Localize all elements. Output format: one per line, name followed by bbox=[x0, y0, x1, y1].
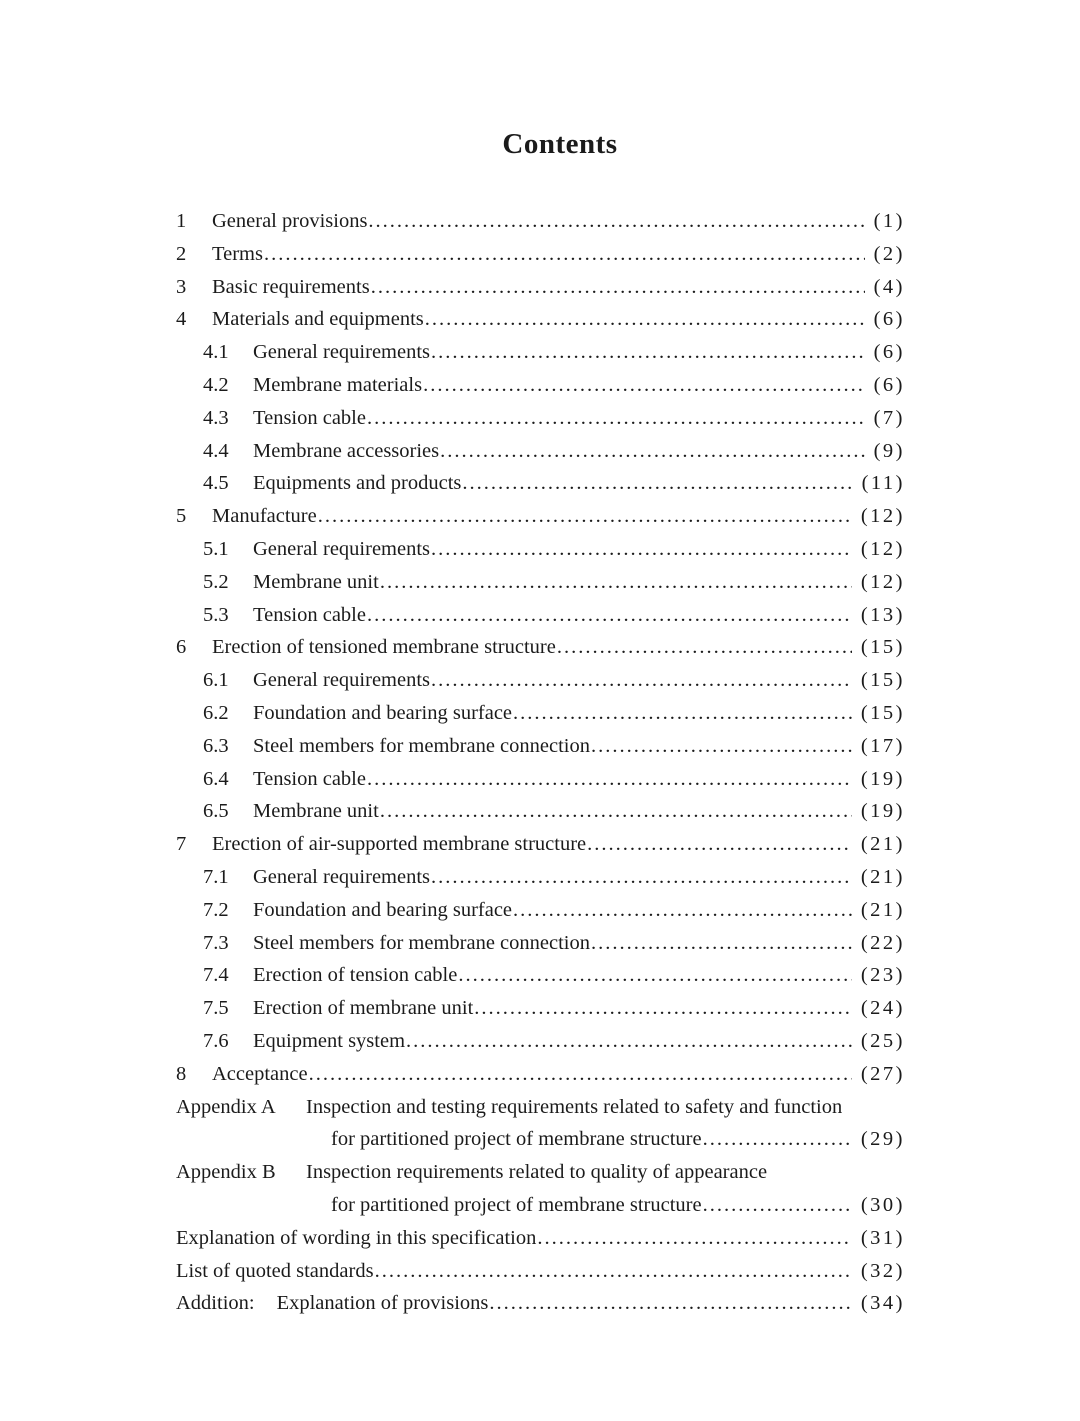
item-number: 4.1 bbox=[203, 341, 229, 364]
dot-leader bbox=[375, 1255, 852, 1288]
toc-row bbox=[176, 795, 905, 828]
item-number: 7 bbox=[176, 833, 187, 856]
dot-leader bbox=[591, 927, 852, 960]
dot-leader bbox=[458, 959, 851, 992]
item-number: 5 bbox=[176, 505, 187, 528]
toc-row bbox=[176, 271, 905, 304]
item-label: Membrane materials bbox=[253, 373, 423, 396]
item-label: Steel members for membrane connection bbox=[253, 931, 590, 954]
toc-row bbox=[176, 336, 905, 369]
page-number: (27) bbox=[860, 1062, 905, 1085]
page-number: (9) bbox=[873, 439, 905, 462]
item-label: Manufacture bbox=[212, 505, 317, 528]
item-label: Foundation and bearing surface bbox=[253, 701, 513, 724]
toc-row-appendix bbox=[176, 1091, 905, 1124]
page-title: Contents bbox=[502, 128, 618, 160]
item-label: Foundation and bearing surface bbox=[253, 898, 513, 921]
item-prefix: Addition: bbox=[176, 1292, 255, 1315]
dot-leader bbox=[431, 861, 852, 894]
item-label: Equipments and products bbox=[253, 472, 462, 495]
item-number: 2 bbox=[176, 242, 187, 265]
toc-row bbox=[176, 500, 905, 533]
toc-row bbox=[176, 303, 905, 336]
item-label: Acceptance bbox=[212, 1062, 308, 1085]
item-number: 7.3 bbox=[203, 931, 229, 954]
dot-leader bbox=[431, 533, 852, 566]
page-number: (17) bbox=[860, 734, 905, 757]
page-number: (1) bbox=[873, 210, 905, 232]
page-number: (19) bbox=[860, 767, 905, 790]
item-number: 7.2 bbox=[203, 898, 229, 921]
item-number: 6 bbox=[176, 636, 187, 659]
dot-leader bbox=[591, 730, 852, 763]
item-label: List of quoted standards bbox=[176, 1259, 374, 1282]
item-number: 5.1 bbox=[203, 537, 229, 560]
dot-leader bbox=[513, 697, 852, 730]
toc-row bbox=[176, 435, 905, 468]
page-number: (15) bbox=[860, 636, 905, 659]
item-label: Tension cable bbox=[253, 767, 366, 790]
toc-row bbox=[176, 402, 905, 435]
page-number: (21) bbox=[860, 898, 905, 921]
dot-leader bbox=[264, 238, 865, 271]
page-number: (12) bbox=[860, 537, 905, 560]
item-number: 5.3 bbox=[203, 603, 229, 626]
dot-leader bbox=[489, 1287, 851, 1320]
page-number: (15) bbox=[860, 669, 905, 692]
toc-row bbox=[176, 730, 905, 763]
item-label: Erection of tension cable bbox=[253, 964, 458, 987]
dot-leader bbox=[367, 402, 865, 435]
item-label: Erection of air-supported membrane structure bbox=[212, 833, 587, 856]
dot-leader bbox=[431, 336, 865, 369]
toc-row bbox=[176, 927, 905, 960]
page-number: (24) bbox=[860, 997, 905, 1020]
item-label: Materials and equipments bbox=[212, 308, 424, 331]
toc-list bbox=[176, 205, 905, 1320]
page-number: (2) bbox=[873, 242, 905, 265]
item-label: Membrane accessories bbox=[253, 439, 440, 462]
item-number: 6.1 bbox=[203, 669, 229, 692]
page-number: (19) bbox=[860, 800, 905, 823]
toc-row bbox=[176, 992, 905, 1025]
toc-row bbox=[176, 763, 905, 796]
item-number: 7.6 bbox=[203, 1029, 229, 1052]
page-number: (21) bbox=[860, 833, 905, 856]
toc-row bbox=[176, 1287, 905, 1320]
page-number: (12) bbox=[860, 505, 905, 528]
page-number: (6) bbox=[873, 341, 905, 364]
item-label: Tension cable bbox=[253, 603, 366, 626]
item-label: Erection of membrane unit bbox=[253, 997, 474, 1020]
appendix-prefix: Appendix B bbox=[176, 1161, 276, 1184]
item-label: General requirements bbox=[253, 669, 431, 692]
item-number: 5.2 bbox=[203, 570, 229, 593]
page-number: (7) bbox=[873, 406, 905, 429]
page-number: (30) bbox=[860, 1193, 905, 1216]
page-number: (6) bbox=[873, 308, 905, 331]
dot-leader bbox=[368, 205, 864, 238]
dot-leader bbox=[423, 369, 865, 402]
dot-leader bbox=[406, 1025, 852, 1058]
toc-row bbox=[176, 664, 905, 697]
item-label: Membrane unit bbox=[253, 800, 379, 823]
item-label: General provisions bbox=[212, 210, 368, 232]
toc-row bbox=[176, 533, 905, 566]
item-label: Tension cable bbox=[253, 406, 366, 429]
toc-row bbox=[176, 828, 905, 861]
page-number: (12) bbox=[860, 570, 905, 593]
toc-row bbox=[176, 959, 905, 992]
item-label: Explanation of provisions bbox=[276, 1292, 489, 1315]
item-label: Steel members for membrane connection bbox=[253, 734, 590, 757]
item-number: 8 bbox=[176, 1062, 187, 1085]
dot-leader bbox=[703, 1189, 852, 1222]
appendix-prefix: Appendix A bbox=[176, 1095, 276, 1118]
dot-leader bbox=[431, 664, 852, 697]
page-number: (15) bbox=[860, 701, 905, 724]
item-number: 4.2 bbox=[203, 373, 229, 396]
item-label: Basic requirements bbox=[212, 275, 370, 298]
item-number: 4 bbox=[176, 308, 187, 331]
item-label: General requirements bbox=[253, 865, 431, 888]
dot-leader bbox=[309, 1058, 852, 1091]
toc-row bbox=[176, 1025, 905, 1058]
item-number: 1 bbox=[176, 210, 187, 232]
appendix-title-line: for partitioned project of membrane structure bbox=[331, 1193, 702, 1216]
page-number: (29) bbox=[860, 1128, 905, 1151]
dot-leader bbox=[587, 828, 852, 861]
item-label: General requirements bbox=[253, 341, 431, 364]
item-label: Explanation of wording in this specification bbox=[176, 1226, 537, 1249]
item-number: 6.2 bbox=[203, 701, 229, 724]
item-label: Terms bbox=[212, 242, 263, 265]
page-number: (34) bbox=[860, 1292, 905, 1315]
toc-row bbox=[176, 697, 905, 730]
dot-leader bbox=[513, 894, 852, 927]
toc-row bbox=[176, 369, 905, 402]
item-label: Equipment system bbox=[253, 1029, 406, 1052]
page-number: (32) bbox=[860, 1259, 905, 1282]
toc-row bbox=[176, 1058, 905, 1091]
dot-leader bbox=[367, 763, 852, 796]
page-number: (11) bbox=[861, 472, 905, 495]
dot-leader bbox=[440, 435, 864, 468]
dot-leader bbox=[425, 303, 865, 336]
toc-row bbox=[176, 631, 905, 664]
toc-row-appendix-continuation bbox=[176, 1189, 905, 1222]
toc-row bbox=[176, 599, 905, 632]
toc-row bbox=[176, 238, 905, 271]
item-label: Erection of tensioned membrane structure bbox=[212, 636, 556, 659]
item-number: 6.3 bbox=[203, 734, 229, 757]
dot-leader bbox=[380, 795, 852, 828]
page-number: (4) bbox=[873, 275, 905, 298]
page-number: (31) bbox=[860, 1226, 905, 1249]
item-number: 7.1 bbox=[203, 865, 229, 888]
dot-leader bbox=[703, 1123, 852, 1156]
item-number: 3 bbox=[176, 275, 187, 298]
page-number: (23) bbox=[860, 964, 905, 987]
dot-leader bbox=[462, 467, 852, 500]
toc-row bbox=[176, 1222, 905, 1255]
dot-leader bbox=[474, 992, 852, 1025]
toc-row bbox=[176, 894, 905, 927]
toc-row bbox=[176, 467, 905, 500]
toc-row bbox=[176, 566, 905, 599]
page-number: (6) bbox=[873, 373, 905, 396]
appendix-title-line: for partitioned project of membrane structure bbox=[331, 1128, 702, 1151]
item-label: Membrane unit bbox=[253, 570, 379, 593]
item-number: 6.5 bbox=[203, 800, 229, 823]
dot-leader bbox=[371, 271, 865, 304]
dot-leader bbox=[380, 566, 852, 599]
dot-leader bbox=[557, 631, 852, 664]
item-number: 7.4 bbox=[203, 964, 229, 987]
appendix-title-line: Inspection requirements related to quality of appearance bbox=[306, 1161, 768, 1184]
page-number: (22) bbox=[860, 931, 905, 954]
toc-row-appendix bbox=[176, 1156, 905, 1189]
toc-row bbox=[176, 1255, 905, 1288]
appendix-title-line: Inspection and testing requirements related to safety and function bbox=[306, 1095, 843, 1118]
dot-leader bbox=[537, 1222, 851, 1255]
page-number: (25) bbox=[860, 1029, 905, 1052]
toc-row-appendix-continuation bbox=[176, 1123, 905, 1156]
item-number: 7.5 bbox=[203, 997, 229, 1020]
item-number: 4.3 bbox=[203, 406, 229, 429]
page-number: (13) bbox=[860, 603, 905, 626]
dot-leader bbox=[318, 500, 852, 533]
item-number: 4.5 bbox=[203, 472, 229, 495]
dot-leader bbox=[367, 599, 852, 632]
item-number: 4.4 bbox=[203, 439, 229, 462]
item-label: General requirements bbox=[253, 537, 431, 560]
item-number: 6.4 bbox=[203, 767, 229, 790]
toc-row bbox=[176, 205, 905, 238]
page-number: (21) bbox=[860, 865, 905, 888]
toc-row bbox=[176, 861, 905, 894]
